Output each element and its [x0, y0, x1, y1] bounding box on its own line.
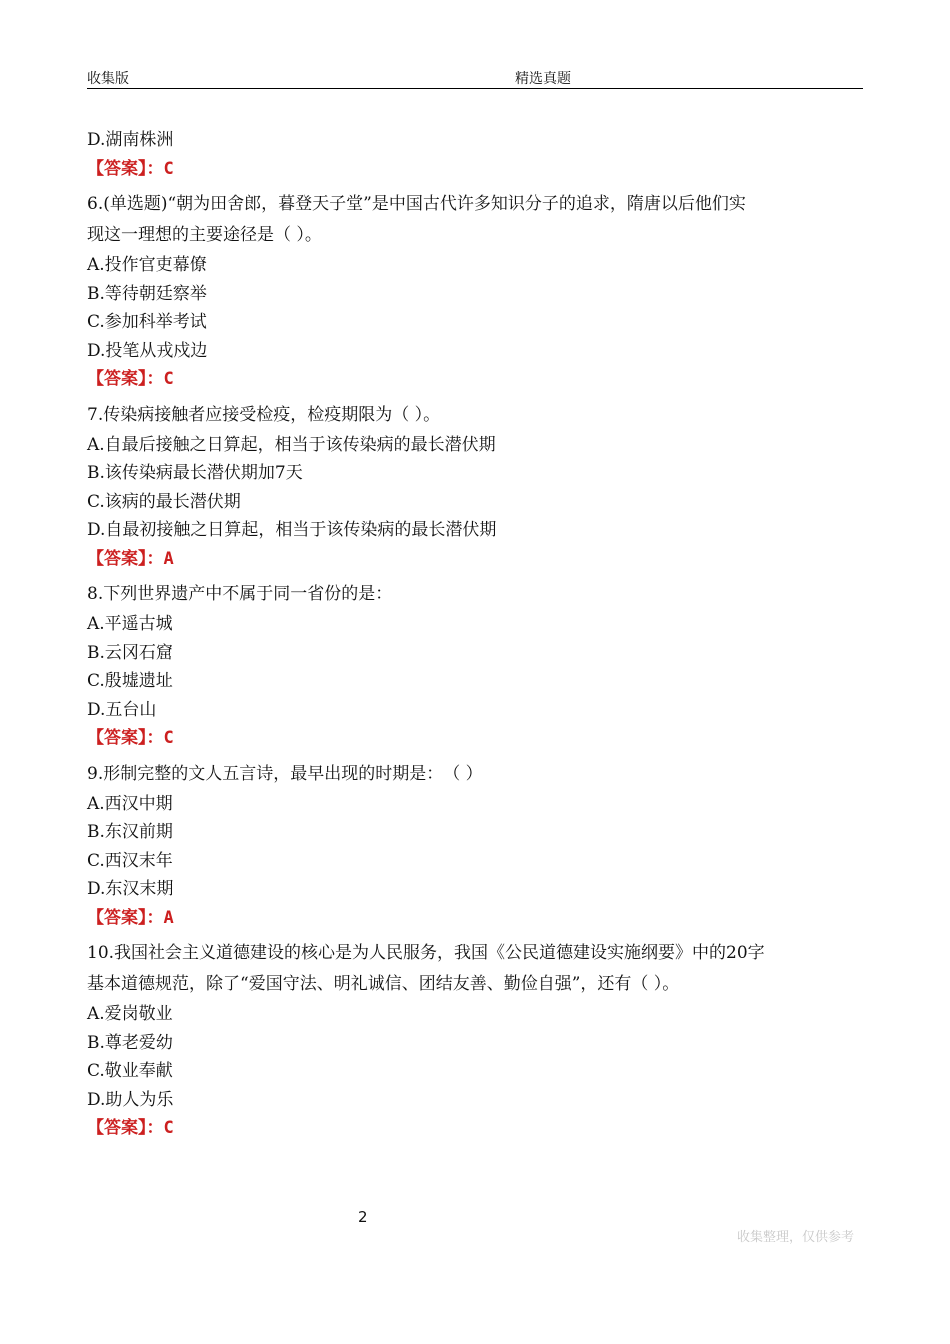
question-stem-line: 7.传染病接触者应接受检疫，检疫期限为（ ）。	[87, 404, 441, 425]
answer-line	[87, 545, 867, 574]
question-stem	[87, 938, 867, 1000]
question-stem-line: 9.形制完整的文人五言诗，最早出现的时期是： （ ）	[87, 763, 483, 784]
option-b: B.东汉前期	[87, 822, 173, 842]
page-number: 2	[358, 1208, 368, 1226]
option-a: A.自最后接触之日算起，相当于该传染病的最长潜伏期	[87, 434, 496, 455]
option-d: D.五台山	[87, 699, 157, 720]
answer-label: 【答案】：	[87, 907, 164, 928]
answer-label: 【答案】：	[87, 728, 164, 748]
question-stem-line: 基本道德规范，除了“爱国守法、明礼诚信、团结友善、勤俭自强”，还有（ ）。	[87, 974, 680, 994]
answer-label: 【答案】：	[87, 1118, 164, 1138]
answer-label: 【答案】：	[87, 158, 164, 179]
answer-value: C	[163, 369, 174, 389]
option-a: A.投作官吏幕僚	[87, 255, 207, 275]
option-c: C.殷墟遗址	[87, 671, 173, 691]
option-c: C.该病的最长潜伏期	[87, 491, 241, 512]
answer-line	[87, 155, 867, 184]
footer-note: 收集整理，仅供参考	[737, 1230, 855, 1245]
question-stem-line: 现这一理想的主要途径是（ ）。	[87, 225, 322, 245]
option-d: D.投笔从戎戍边	[87, 340, 208, 361]
option-d: D.助人为乐	[87, 1089, 174, 1110]
option-a: A.爱岗敬业	[87, 1004, 173, 1024]
option-a: A.西汉中期	[87, 793, 173, 814]
question-block	[87, 938, 867, 1143]
option-c: C.西汉末年	[87, 850, 173, 871]
option-b: B.云冈石窟	[87, 642, 173, 663]
answer-value: C	[163, 728, 174, 748]
question-content	[87, 126, 867, 1143]
option-a: A.平遥古城	[87, 614, 173, 634]
question-stem-line: 10.我国社会主义道德建设的核心是为人民服务，我国《公民道德建设实施纲要》中的20字	[87, 943, 765, 963]
question-stem	[87, 189, 867, 251]
answer-line	[87, 1114, 867, 1143]
option-b: B.尊老爱幼	[87, 1032, 173, 1053]
answer-value: C	[163, 158, 174, 179]
page-header	[87, 64, 863, 89]
answer-label: 【答案】：	[87, 548, 164, 569]
header-center-text: 精选真题	[515, 71, 571, 87]
answer-line	[87, 724, 867, 753]
answer-value: C	[163, 1118, 174, 1138]
option-c: C.敬业奉献	[87, 1061, 173, 1081]
answer-label: 【答案】：	[87, 369, 164, 389]
question-block	[87, 759, 867, 933]
question-stem	[87, 759, 867, 790]
option-b: B.该传染病最长潜伏期加7天	[87, 463, 303, 483]
question-stem	[87, 400, 867, 431]
option-b: B.等待朝廷察举	[87, 283, 207, 304]
question-block	[87, 189, 867, 394]
question-stem	[87, 579, 867, 610]
option-c: C.参加科举考试	[87, 312, 207, 332]
header-left-text: 收集版	[87, 71, 129, 87]
answer-line	[87, 904, 867, 933]
answer-line	[87, 365, 867, 394]
question-stem-line: 8.下列世界遗产中不属于同一省份的是：	[87, 584, 393, 604]
option-d: D.自最初接触之日算起，相当于该传染病的最长潜伏期	[87, 520, 497, 540]
question-stem-line: 6.(单选题)“朝为田舍郎，暮登天子堂”是中国古代许多知识分子的追求，隋唐以后他们实	[87, 194, 746, 214]
answer-value: A	[163, 907, 174, 928]
question-block	[87, 579, 867, 753]
option-d: D.湖南株洲	[87, 130, 174, 150]
answer-value: A	[163, 548, 174, 569]
option-d: D.东汉末期	[87, 879, 174, 899]
question-block	[87, 400, 867, 574]
